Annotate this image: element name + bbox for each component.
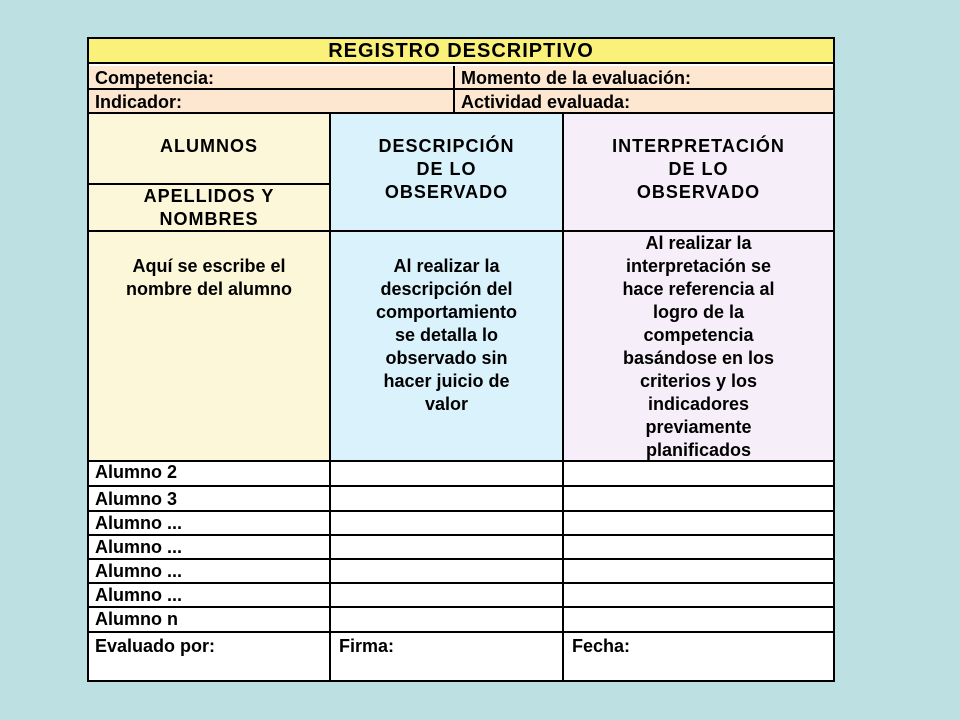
alumnos-header: ALUMNOS [160, 136, 258, 156]
text-line: basándose en los [622, 348, 775, 368]
text-line: planificados [645, 440, 752, 460]
apellidos-line1: APELLIDOS Y [143, 186, 275, 206]
student-row-label: Alumno 2 [95, 462, 178, 482]
text-line: valor [424, 394, 469, 414]
text-line: observado sin [385, 348, 508, 368]
descripcion-header-line: OBSERVADO [384, 182, 509, 202]
form-title: REGISTRO DESCRIPTIVO [89, 39, 833, 64]
text-line: hace referencia al [622, 279, 775, 299]
registro-descriptivo-form [87, 37, 835, 682]
text-line: descripción del [380, 279, 513, 299]
text-line: interpretación se [625, 256, 772, 276]
text-line: Al realizar la [645, 233, 752, 253]
interpretacion-header-line: INTERPRETACIÓN [612, 136, 785, 156]
student-row-label: Alumno ... [95, 585, 182, 605]
example-interpretacion-text [564, 232, 833, 462]
student-row-label: Alumno 3 [95, 489, 178, 509]
interpretacion-header-line: OBSERVADO [636, 182, 761, 202]
text-line: previamente [645, 417, 752, 437]
text-line: criterios y los [639, 371, 758, 391]
text-line: logro de la [652, 302, 744, 322]
descripcion-header-line: DESCRIPCIÓN [378, 136, 515, 156]
descripcion-header [331, 135, 562, 204]
text-line: se detalla lo [394, 325, 499, 345]
text-line: hacer juicio de [383, 371, 510, 391]
text-line: Al realizar la [393, 256, 500, 276]
text-line: competencia [643, 325, 754, 345]
student-row-label: Alumno n [95, 609, 178, 629]
competencia-field: Competencia: [89, 66, 455, 90]
interpretacion-header [564, 135, 833, 204]
column-divider-1 [329, 114, 331, 680]
firma-label: Firma: [339, 636, 395, 656]
apellidos-header [89, 185, 329, 231]
student-row-label: Alumno ... [95, 561, 182, 581]
text-line: Aquí se escribe el [132, 256, 286, 276]
text-line: nombre del alumno [125, 279, 293, 299]
apellidos-line2: NOMBRES [159, 209, 259, 229]
column-divider-2 [562, 114, 564, 680]
fecha-label: Fecha: [572, 636, 631, 656]
evaluado-por-label: Evaluado por: [95, 636, 216, 656]
student-row-label: Alumno ... [95, 513, 182, 533]
interpretacion-header-line: DE LO [668, 159, 729, 179]
actividad-field: Actividad evaluada: [455, 90, 833, 114]
example-descripcion-text [331, 255, 562, 416]
text-line: indicadores [647, 394, 750, 414]
text-line: comportamiento [375, 302, 517, 322]
example-alumno-text [89, 255, 329, 301]
momento-field: Momento de la evaluación: [455, 66, 833, 90]
indicador-field: Indicador: [89, 90, 455, 114]
student-row-label: Alumno ... [95, 537, 182, 557]
descripcion-header-line: DE LO [416, 159, 477, 179]
